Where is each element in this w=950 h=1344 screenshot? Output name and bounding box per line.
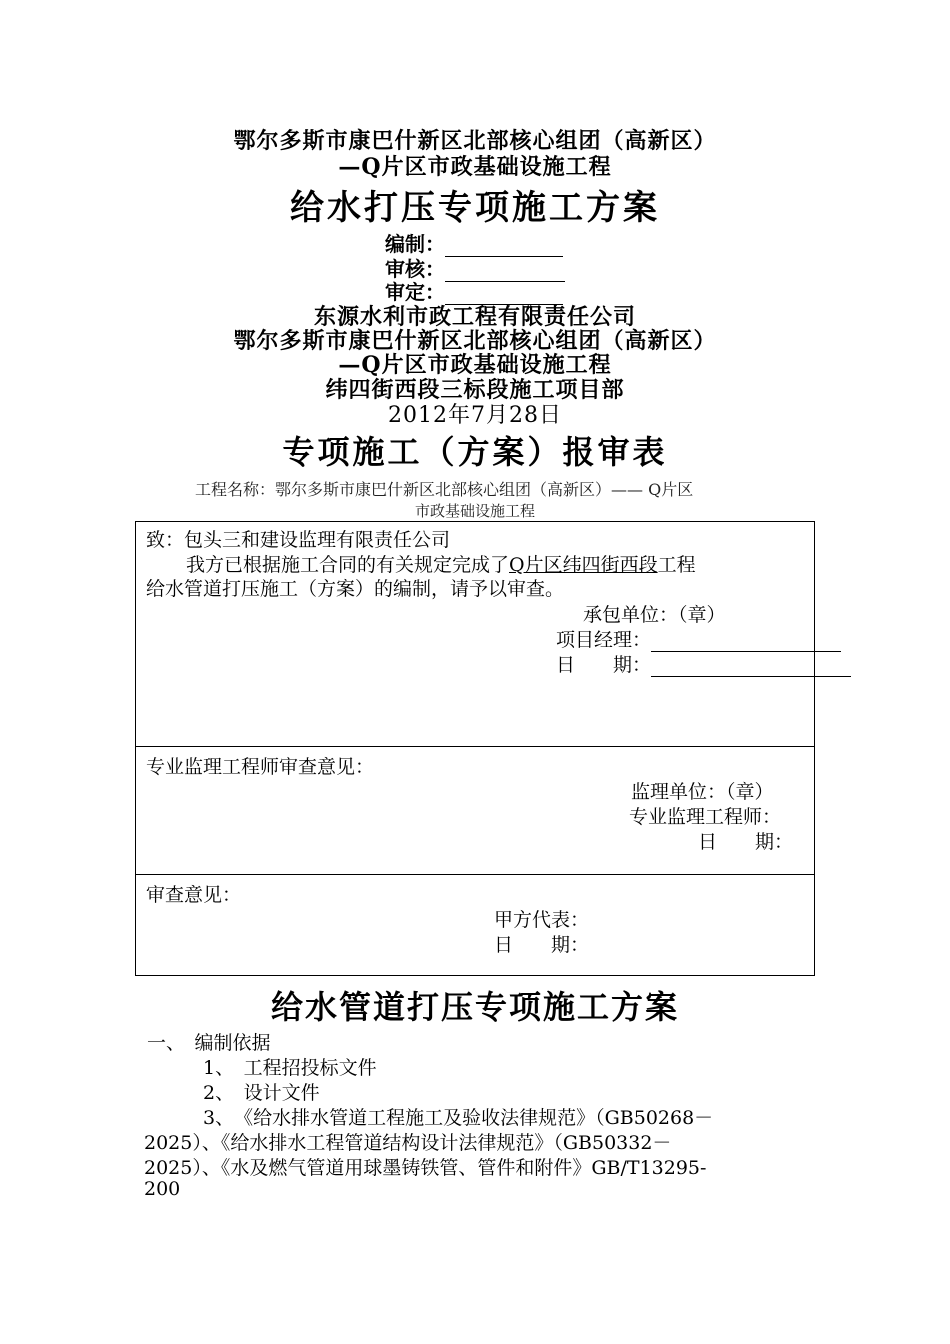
supervisor-unit: 监理单位：（章） (631, 781, 774, 803)
table-row-contractor (136, 522, 814, 747)
owner-opinion: 审查意见： (146, 884, 242, 906)
contractor-date-label: 日 期： (556, 654, 652, 676)
plan-item3-line4: 200 (144, 1178, 181, 1200)
to-line: 致：包头三和建设监理有限责任公司 (146, 529, 451, 551)
plan-item3-line1: 3、 《给水排水管道工程施工及验收法律规范》（GB50268－ (203, 1107, 714, 1129)
sign-review-label: 审核： (385, 257, 445, 281)
supervisor-opinion: 专业监理工程师审查意见： (146, 756, 375, 778)
form-project-name-line2: 市政基础设施工程 (414, 502, 535, 520)
statement-prefix: 我方已根据施工合同的有关规定完成了 (186, 554, 510, 576)
cover-date: 2012年7月28日 (388, 403, 562, 428)
cover-project-line1: 鄂尔多斯市康巴什新区北部核心组团（高新区） (233, 328, 717, 354)
plan-item3-line3: 2025）、《水及燃气管道用球墨铸铁管、管件和附件》GB/T13295- (144, 1157, 707, 1179)
statement-suffix: 工程 (657, 554, 696, 576)
contractor-unit: 承包单位：（章） (583, 604, 726, 626)
cover-org-line1: 鄂尔多斯市康巴什新区北部核心组团（高新区） (233, 128, 717, 154)
contractor-date-line (651, 656, 851, 677)
plan-item2: 2、 设计文件 (203, 1082, 320, 1104)
plan-item3-line2: 2025）、《给水排水工程管道结构设计法律规范》（GB50332－ (144, 1132, 672, 1154)
statement-line1 (186, 550, 696, 577)
statement-line2: 给水管道打压施工（方案）的编制，请予以审查。 (146, 578, 565, 600)
cover-project-line3: 纬四街西段三标段施工项目部 (325, 377, 625, 403)
plan-title: 给水管道打压专项施工方案 (270, 988, 679, 1026)
cover-project-line2: —Q片区市政基础设施工程 (338, 352, 612, 378)
owner-rep: 甲方代表： (494, 909, 590, 931)
plan-item1: 1、 工程招投标文件 (203, 1057, 377, 1079)
statement-underlined: Q片区纬四街西段 (509, 554, 658, 576)
table-row-owner (136, 875, 814, 975)
project-manager-line (651, 631, 841, 652)
supervisor-engineer: 专业监理工程师： (629, 806, 782, 828)
project-manager-row (556, 625, 841, 652)
form-project-name-line1: 工程名称：鄂尔多斯市康巴什新区北部核心组团（高新区）—— Q片区 (195, 480, 694, 499)
project-manager-label: 项目经理： (556, 629, 652, 651)
cover-main-title: 给水打压专项施工方案 (290, 188, 660, 228)
contractor-date-row (556, 650, 851, 677)
owner-date: 日 期： (494, 934, 590, 956)
form-title: 专项施工（方案）报审表 (282, 433, 668, 471)
cover-company: 东源水利市政工程有限责任公司 (313, 304, 636, 330)
cover-org-line2: —Q片区市政基础设施工程 (338, 154, 612, 180)
plan-heading1: 一、 编制依据 (147, 1032, 271, 1054)
table-row-supervisor (136, 747, 814, 875)
supervisor-date: 日 期： (698, 831, 794, 853)
sign-compile-label: 编制： (385, 232, 445, 256)
review-form-table (135, 521, 815, 976)
sign-approve-label: 审定： (385, 280, 445, 304)
